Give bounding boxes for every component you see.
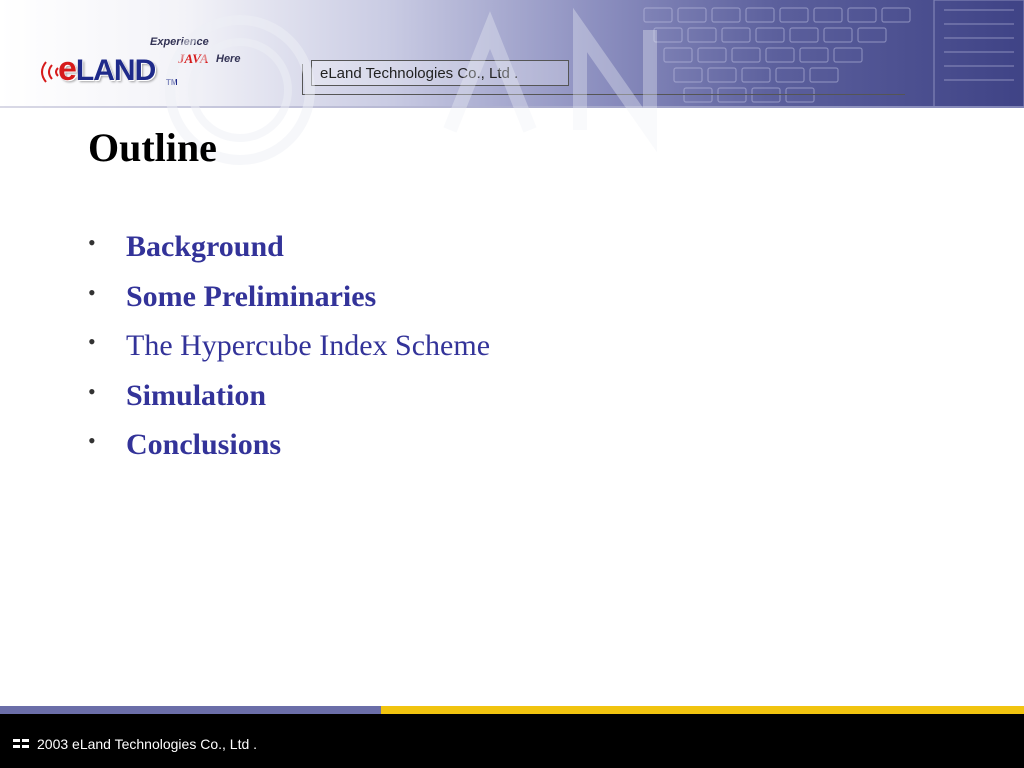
bullet-icon: • — [88, 279, 96, 305]
bullet-text-preliminaries: Some Preliminaries — [126, 279, 377, 313]
footer-grid-icon — [13, 739, 30, 749]
eland-logo — [38, 36, 248, 96]
bullet-icon: • — [88, 329, 96, 354]
bullet-text-conclusions: Conclusions — [126, 428, 282, 461]
footer-stripe-right — [381, 706, 1024, 714]
logo-tagline-java: JAVA — [178, 51, 209, 66]
header-divider — [0, 106, 1024, 108]
header-banner — [0, 0, 1024, 108]
footer-copyright: 2003 eLand Technologies Co., Ltd . — [37, 736, 258, 752]
logo-wordmark: eLAND — [58, 50, 156, 88]
bullet-icon: • — [88, 230, 96, 255]
bullet-text-simulation: Simulation — [126, 378, 267, 412]
bullet-icon: • — [88, 378, 96, 404]
logo-trademark: TM — [166, 78, 178, 87]
slide-title: Outline — [88, 125, 217, 170]
bullet-text-hypercube: The Hypercube Index Scheme — [126, 329, 491, 362]
footer-stripe-left — [0, 706, 381, 714]
bullet-icon: • — [88, 428, 96, 453]
company-name-box: eLand Technologies Co., Ltd . — [311, 60, 569, 86]
bullet-text-background: Background — [126, 230, 284, 263]
logo-tagline-experience: Experience — [150, 36, 209, 48]
logo-tagline-here: Here — [216, 53, 241, 65]
footer-bar — [0, 714, 1024, 768]
